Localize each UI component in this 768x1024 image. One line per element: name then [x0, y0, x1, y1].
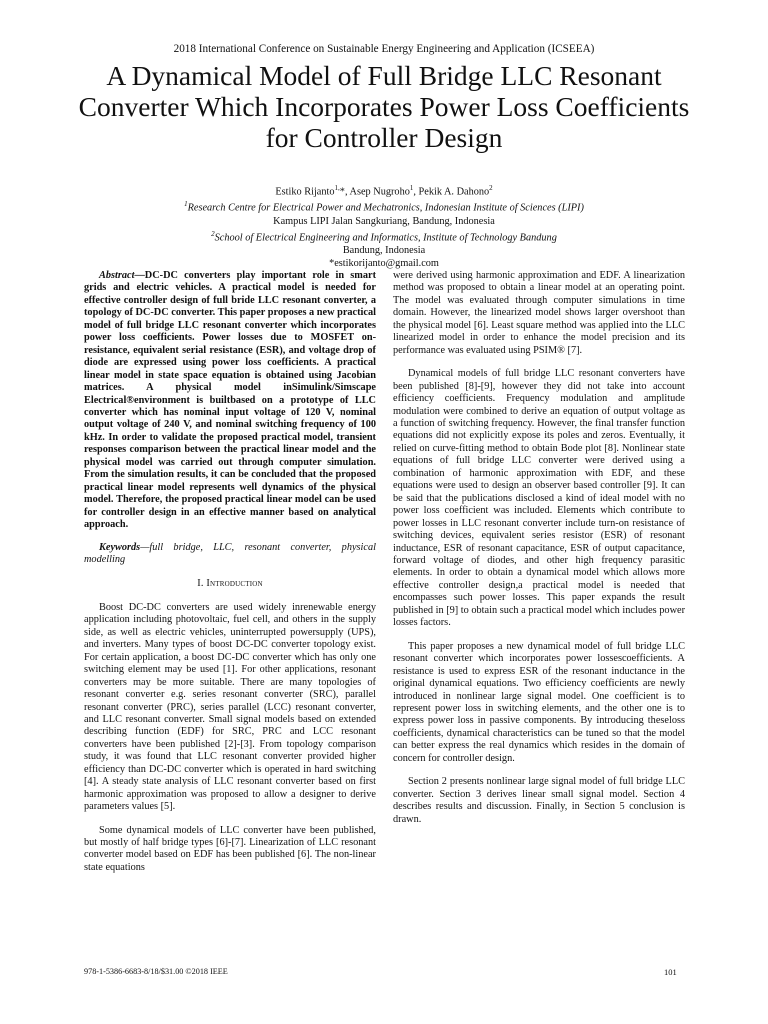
author-3-sup: 2 — [489, 184, 493, 192]
author-1-sup: 1, — [334, 184, 340, 192]
author-names — [100, 182, 668, 198]
section-number: I. — [197, 578, 207, 590]
abstract — [84, 270, 376, 532]
affiliation-2-sup: 2 — [211, 229, 215, 238]
author-2: *, Asep Nugroho — [339, 186, 410, 198]
abstract-label: Abstract — [99, 270, 135, 281]
affiliation-2-text: School of Electrical Engineering and Informatics, Institute of Technology Bandung — [214, 232, 557, 244]
affiliation-1 — [100, 198, 668, 214]
author-2-sup: 1 — [409, 184, 414, 192]
section-title: Introduction — [206, 578, 263, 590]
affiliation-1-text: Research Centre for Electrical Power and Mechatronics, Indonesian Institute of Sciences (LIPI) — [187, 202, 584, 214]
left-column — [84, 270, 376, 874]
author-3: , Pekik A. Dahono — [413, 186, 490, 198]
right-paragraph-1: were derived using harmonic approximation and EDF. A linearization method was proposed to obtain a linear model at an operating point. The model was evaluated through computer simulations in time domain. However, the linearized model shows larger overshoot than the physical model [6]. Least square method was applied into the LLC linearized model in order to enhance the model precision and its performance was evaluated using PSIM® [7]. — [393, 270, 685, 356]
author-1: Estiko Rijanto — [275, 186, 335, 198]
affiliation-1-sup: 1 — [184, 200, 188, 209]
keywords-label: Keywords — [99, 541, 141, 553]
right-paragraph-3: This paper proposes a new dynamical model of full bridge LLC resonant converter which incorporates power lossescoefficients. A resistance is used to express ESR of the resonant inductance in the original dynamical equations. Two efficiency coefficients are newly introduced in nonlinear large signal model. One coefficient is to represent power loss in switching elements, and the other one is to express power loss in passive components. By introducing theseloss coefficients, dynamical characteristics can be tuned so that the model can better express the real dynamics which resides in the domain of concern for controller design. — [393, 640, 685, 764]
section-heading-introduction — [84, 578, 376, 590]
author-email: *estikorijanto@gmail.com — [329, 258, 439, 270]
page-number: 101 — [664, 967, 677, 977]
keywords-text: —full bridge, LLC, resonant converter, physical modelling — [84, 541, 376, 565]
intro-paragraph-1: Boost DC-DC converters are used widely inrenewable energy application including photovoltaic, fuel cell, and others in the supply side, as well as electric vehicles, uninterrupted powersupply (UPS), and inverters. Many types of boost DC-DC converter topology exist. For certain application, a boost DC-DC converter which has only one switching element may be used [1]. For other applications, resonant converters may be more suitable. There are many topologies of resonant converter e.g. series resonant converter (SRC), parallel resonant converter (PRC), series parallel (LCC) resonant converter, and LLC resonant converter. Small signal models based on extended describing function (EDF) for SRC, PRC and LCC resonant converters have been published [2]-[3]. From topology comparison study, it was found that LLC resonant converter provided higher efficiency than DC-DC converter which is operated in hard switching [4]. A steady state analysis of LLC resonant converter based on first harmonic approximation was proposed to allow a designer to derive parameters values [5]. — [84, 601, 376, 813]
affiliation-2 — [100, 228, 668, 244]
right-paragraph-4: Section 2 presents nonlinear large signal model of full bridge LLC converter. Section 3 derives linear small signal model. Section 4 describes results and discussion. Finally, in Section 5 conclusion is drawn. — [393, 776, 685, 825]
footer-isbn: 978-1-5386-6683-8/18/$31.00 ©2018 IEEE — [84, 967, 228, 976]
intro-paragraph-2: Some dynamical models of LLC converter have been published, but mostly of half bridge types [6]-[7]. Linearization of LLC resonant converter model based on EDF has been published [6]. The non-linear state equations — [84, 824, 376, 873]
paper-title: A Dynamical Model of Full Bridge LLC Resonant Converter Which Incorporates Power Loss Coefficients for Controller Design — [78, 60, 690, 153]
conference-header: 2018 International Conference on Sustainable Energy Engineering and Application (ICSEEA) — [173, 43, 595, 55]
author-block — [100, 182, 668, 270]
right-paragraph-2: Dynamical models of full bridge LLC resonant converters have been published [8]-[9], however they did not take into account efficiency coefficients. Frequency modulation and amplitude modulation were combined to derive an equation of output voltage as a function of switching frequency. However, the final transfer function equations did not explicitly expose its poles and zeros. Eventually, it relied on curve-fitting method to obtain Bode plot [8]. Nonlinear state equations of full bridge LLC converter were derived using a combination of harmonic approximation with EDF, and these equations were used to design an observer based controller [9]. It can be said that the publications disclosed a kind of ideal model with no power loss coefficient was included. Elements which contribute to power losses in LLC resonant converter include turn-on resistance of switching devices, equivalent series resistor (ESR) of resonant inductance, ESR of resonant capacitance, ESR of output capacitance, forward voltage of diodes, and other high frequency parasitic elements. In order to obtain a dynamical model which allows more effective controller design,a practical model is needed that encompasses such power losses. This paper expands the result published in [9] to obtain such a practical model which includes power losses factors. — [393, 368, 685, 629]
affiliation-1-address: Kampus LIPI Jalan Sangkuriang, Bandung, Indonesia — [273, 215, 495, 227]
keywords — [84, 542, 376, 567]
abstract-text: —DC-DC converters play important role in smart grids and electric vehicles. A practical model is needed for effective controller design of full bride LLC resonant converter, a topology of DC-DC converter. This paper proposes a new practical model of full bridge LLC resonant converter which incorporates power loss coefficients. Power losses due to MOSFET on-resistance, equivalent serial resistance (ESR), and voltage drop of diode are expressed using power loss coefficients. A practical linear model in state space equation is obtained using Jacobian matrices. A physical model inSimulink/Simscape Electrical®environment is builtbased on a prototype of LLC converter which has nominal input voltage of 120 V, nominal output voltage of 240 V, and nominal switching frequency of 100 kHz. In order to validate the proposed practical model, transient responses comparison between the practical linear model and the physical model was carried out through computer simulation. From the simulation results, it can be concluded that the proposed practical linear model represents well dynamics of the physical model. Therefore, the proposed practical linear model can be used for controller design in an effective manner based on analytical approach. — [84, 270, 376, 531]
affiliation-2-address: Bandung, Indonesia — [342, 245, 426, 257]
right-column — [393, 270, 685, 826]
